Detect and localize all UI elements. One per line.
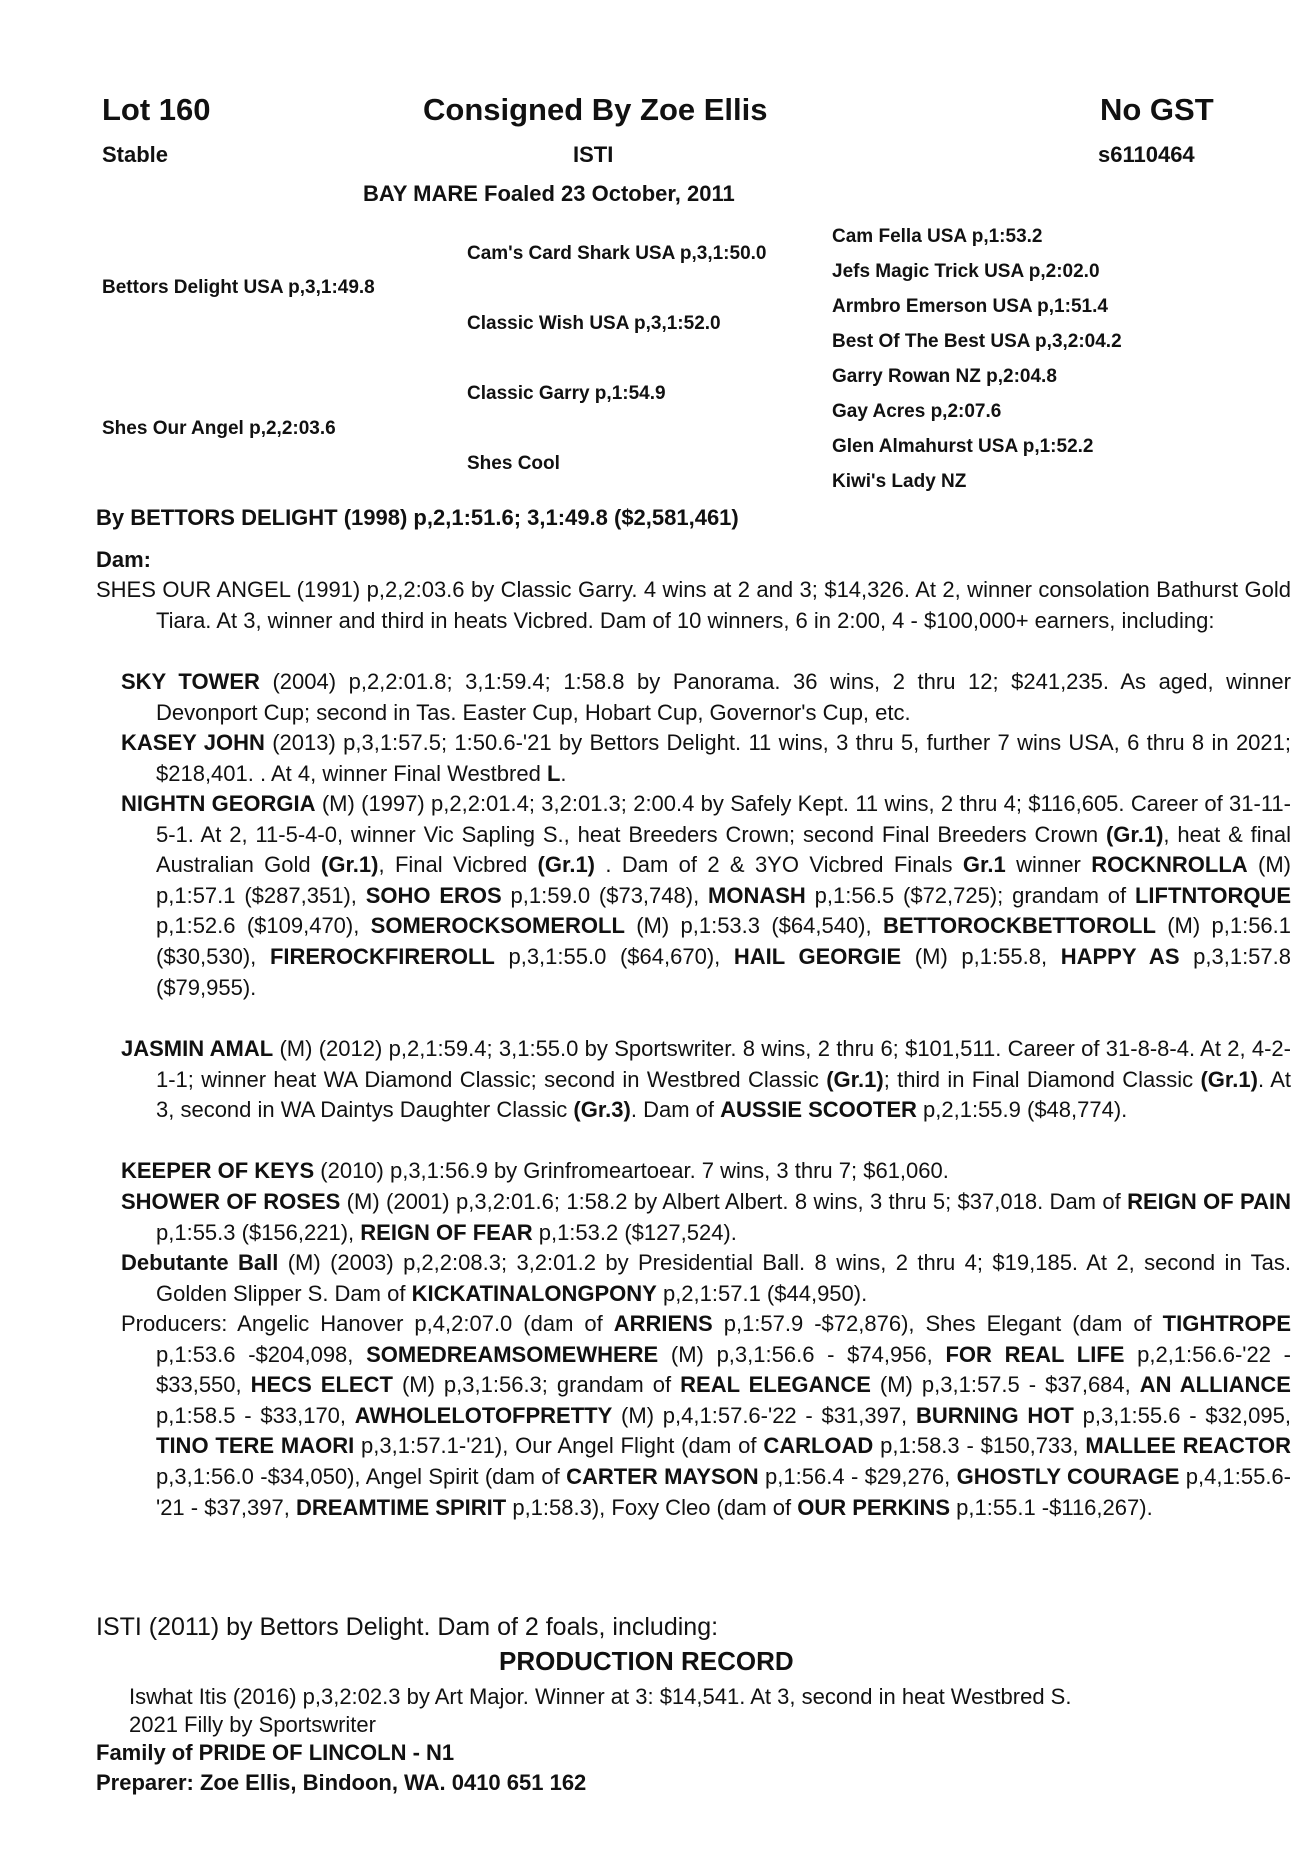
- progeny-text: (2010) p,3,1:56.9 by Grinfromeartoear. 7 wins, 3 thru 7; $61,060.: [314, 1158, 949, 1183]
- progeny-text: Producers: Angelic Hanover p,4,2:07.0 (dam of: [121, 1311, 614, 1336]
- progeny-entry: [96, 1187, 1291, 1248]
- progeny-name: JASMIN AMAL: [121, 1036, 274, 1061]
- descendant-name: GHOSTLY COURAGE: [956, 1463, 1180, 1489]
- progeny-name: NIGHTN GEORGIA: [121, 791, 316, 816]
- descendant-name: SOMEROCKSOMEROLL: [370, 913, 625, 939]
- progeny-text: p,1:56.5 ($72,725); grandam of: [805, 882, 1135, 908]
- descendant-name: REAL ELEGANCE: [680, 1372, 871, 1398]
- isti-summary: ISTI (2011) by Bettors Delight. Dam of 2 foals, including:: [96, 1613, 719, 1641]
- progeny-entry: [96, 1034, 1291, 1126]
- descendant-name: SOMEDREAMSOMEWHERE: [366, 1341, 659, 1367]
- progeny-text: p,3,1:57.1-'21), Our Angel Flight (dam of: [354, 1433, 764, 1459]
- pedigree-gen2-item: Classic Wish USA p,3,1:52.0: [467, 313, 721, 334]
- descendant-name: ROCKNROLLA: [1091, 852, 1248, 878]
- sire-line: By BETTORS DELIGHT (1998) p,2,1:51.6; 3,1:49.8 ($2,581,461): [96, 505, 739, 530]
- pedigree-gen3-item: Glen Almahurst USA p,1:52.2: [832, 436, 1094, 457]
- descendant-name: AWHOLELOTOFPRETTY: [354, 1402, 613, 1428]
- descendant-name: TINO TERE MAORI: [156, 1433, 355, 1459]
- progeny-text: p,1:57.9 -$72,876), Shes Elegant (dam of: [712, 1311, 1163, 1336]
- descendant-name: HECS ELECT: [250, 1372, 393, 1398]
- descendant-name: HAPPY AS: [1060, 943, 1180, 969]
- descendant-name: REIGN OF PAIN: [1127, 1189, 1291, 1214]
- progeny-entry: [96, 728, 1291, 789]
- progeny-text: p,1:52.6 ($109,470),: [156, 913, 371, 939]
- progeny-text: p,3,1:56.0 -$34,050), Angel Spirit (dam of: [156, 1463, 567, 1489]
- descendant-name: BETTOROCKBETTOROLL: [882, 913, 1156, 939]
- progeny-text: p,4,1:55.6-'21 - $37,397,: [156, 1463, 1291, 1520]
- progeny-text: p,3,1:57.8 ($79,955).: [156, 943, 1292, 1000]
- pedigree-sire: Bettors Delight USA p,3,1:49.8: [102, 277, 375, 298]
- pedigree-gen2-item: Classic Garry p,1:54.9: [467, 383, 666, 404]
- pedigree-gen3-item: Armbro Emerson USA p,1:51.4: [832, 296, 1108, 317]
- descendant-name: BURNING HOT: [915, 1402, 1074, 1428]
- descendant-name: SOHO EROS: [365, 882, 502, 908]
- descendant-name: FOR REAL LIFE: [945, 1341, 1125, 1367]
- progeny-text: . Dam of 2 & 3YO Vicbred Finals: [595, 852, 963, 878]
- family-line: Family of PRIDE OF LINCOLN - N1: [96, 1740, 455, 1765]
- descendant-name: MONASH: [708, 882, 806, 908]
- progeny-entry: [96, 1156, 1291, 1187]
- progeny-entry: [96, 667, 1291, 728]
- descendant-name: OUR PERKINS: [797, 1494, 951, 1520]
- pedigree-gen3-item: Gay Acres p,2:07.6: [832, 401, 1002, 422]
- progeny-text: p,1:53.6 -$204,098,: [156, 1341, 367, 1367]
- progeny-name: KASEY JOHN: [121, 730, 265, 755]
- descendant-name: AUSSIE SCOOTER: [720, 1097, 917, 1123]
- progeny-text: p,3,1:55.0 ($64,670),: [494, 943, 734, 969]
- dam-label: Dam:: [96, 547, 152, 572]
- preparer-line: Preparer: Zoe Ellis, Bindoon, WA. 0410 651 162: [96, 1770, 587, 1795]
- progeny-name: Debutante Ball: [121, 1250, 279, 1275]
- progeny-text: . Dam of: [630, 1097, 721, 1123]
- horse-name: ISTI: [573, 142, 614, 167]
- progeny-text: (M) p,4,1:57.6-'22 - $31,397,: [612, 1402, 916, 1428]
- gst-status: No GST: [1100, 92, 1214, 127]
- pedigree-dam: Shes Our Angel p,2,2:03.6: [102, 418, 336, 439]
- progeny-text: p,2,1:55.9 ($48,774).: [916, 1097, 1128, 1123]
- pedigree-gen3-item: Jefs Magic Trick USA p,2:02.0: [832, 261, 1100, 282]
- progeny-text: (M) p,1:53.3 ($64,540),: [624, 913, 883, 939]
- progeny-text: p,1:55.3 ($156,221),: [156, 1219, 361, 1245]
- group-badge: (Gr.1): [321, 852, 379, 878]
- progeny-text: p,2,1:56.6-'22 - $33,550,: [156, 1341, 1291, 1398]
- descendant-name: KICKATINALONGPONY: [411, 1280, 657, 1306]
- group-badge: (Gr.1): [1105, 821, 1164, 847]
- progeny-text: p,1:58.3 - $150,733,: [873, 1433, 1086, 1459]
- progeny-text: (M) p,3,1:56.3; grandam of: [392, 1372, 681, 1398]
- progeny-name: SKY TOWER: [121, 669, 260, 694]
- progeny-text: p,1:53.2 ($127,524).: [532, 1219, 737, 1245]
- progeny-text: p,3,1:55.6 - $32,095,: [1073, 1402, 1291, 1428]
- group-badge: (Gr.3): [573, 1097, 631, 1123]
- progeny-text: (M) p,1:57.1 ($287,351),: [156, 852, 1292, 908]
- pedigree-gen2-item: Shes Cool: [467, 453, 560, 474]
- stable-label: Stable: [102, 142, 169, 167]
- progeny-text: (M) (2001) p,3,2:01.6; 1:58.2 by Albert Albert. 8 wins, 3 thru 5; $37,018. Dam of: [340, 1189, 1128, 1214]
- progeny-text: .: [560, 760, 567, 786]
- descendant-name: LIFTNTORQUE: [1134, 882, 1292, 908]
- group-badge: (Gr.1): [537, 852, 596, 878]
- progeny-text: , Final Vicbred: [378, 852, 538, 878]
- descendant-name: TIGHTROPE: [1162, 1311, 1291, 1336]
- progeny-name: SHOWER OF ROSES: [121, 1189, 341, 1214]
- progeny-text: p,1:55.1 -$116,267).: [950, 1494, 1153, 1520]
- descendant-name: CARLOAD: [763, 1433, 874, 1459]
- progeny-entry: [96, 789, 1291, 1003]
- progeny-text: ; third in Final Diamond Classic: [883, 1066, 1201, 1092]
- progeny-entry: [96, 1248, 1291, 1309]
- progeny-name: KEEPER OF KEYS: [121, 1158, 315, 1183]
- descendant-name: AN ALLIANCE: [1139, 1372, 1291, 1398]
- production-item: 2021 Filly by Sportswriter: [129, 1712, 376, 1737]
- horse-description: BAY MARE Foaled 23 October, 2011: [363, 181, 735, 206]
- progeny-text: p,1:59.0 ($73,748),: [501, 882, 709, 908]
- dam-paragraph: SHES OUR ANGEL (1991) p,2,2:03.6 by Classic Garry. 4 wins at 2 and 3; $14,326. At 2, winner consolation Bathurst Gold Tiara. At 3, winner and third in heats Vicbred. Dam of 10 winners, 6 in 2:00, 4 - $100,000+ earners, including:: [96, 577, 1291, 633]
- group-badge: (Gr.1): [1200, 1066, 1258, 1092]
- progeny-text: (M) (1997) p,2,2:01.4; 3,2:01.3; 2:00.4 by Safely Kept. 11 wins, 2 thru 4; $116,605. Career of 31-11-5-1. At 2, 11-5-4-0, winner Vic Sapling S., heat Breeders Crown; second Final Breeders Crown: [156, 791, 1291, 847]
- pedigree-gen2-item: Cam's Card Shark USA p,3,1:50.0: [467, 243, 767, 264]
- progeny-text: (M) (2012) p,2,1:59.4; 3,1:55.0 by Sportswriter. 8 wins, 2 thru 6; $101,511. Career of 31-8-8-4. At 2, 4-2-1-1; winner heat WA Diamond Classic; second in Westbred Classic: [156, 1036, 1291, 1092]
- pedigree-gen3-item: Garry Rowan NZ p,2:04.8: [832, 366, 1057, 387]
- progeny-text: (2004) p,2,2:01.8; 3,1:59.4; 1:58.8 by Panorama. 36 wins, 2 thru 12; $241,235. As aged, winner Devonport Cup; second in Tas. Easter Cup, Hobart Cup, Governor's Cup, etc.: [156, 669, 1291, 725]
- descendant-name: HAIL GEORGIE: [733, 943, 902, 969]
- progeny-text: . At 3, second in WA Daintys Daughter Classic: [156, 1066, 1291, 1123]
- progeny-text: p,1:58.3), Foxy Cleo (dam of: [506, 1494, 798, 1520]
- progeny-text: (M) p,3,1:56.6 - $74,956,: [658, 1341, 946, 1367]
- progeny-text: (M) p,1:55.8,: [901, 943, 1061, 969]
- progeny-text: p,1:58.5 - $33,170,: [156, 1402, 355, 1428]
- pedigree-gen3-item: Kiwi's Lady NZ: [832, 471, 967, 492]
- group-badge: Gr.1: [962, 852, 1006, 878]
- progeny-text: (2013) p,3,1:57.5; 1:50.6-'21 by Bettors Delight. 11 wins, 3 thru 5, further 7 wins USA, 6 thru 8 in 2021; $218,401. . At 4, winner Final Westbred: [156, 730, 1291, 786]
- lot-code: s6110464: [1098, 142, 1195, 167]
- progeny-text: p,1:56.4 - $29,276,: [758, 1463, 957, 1489]
- listed-race-badge: L: [546, 760, 561, 786]
- progeny-text: (M) p,3,1:57.5 - $37,684,: [870, 1372, 1140, 1398]
- production-item: Iswhat Itis (2016) p,3,2:02.3 by Art Major. Winner at 3: $14,541. At 3, second in heat Westbred S.: [129, 1684, 1072, 1709]
- descendant-name: ARRIENS: [613, 1311, 713, 1336]
- descendant-name: DREAMTIME SPIRIT: [295, 1494, 507, 1520]
- descendant-name: MALLEE REACTOR: [1085, 1433, 1291, 1459]
- progeny-text: , heat & final Australian Gold: [156, 821, 1291, 878]
- progeny-text: p,2,1:57.1 ($44,950).: [656, 1280, 868, 1306]
- pedigree-gen3-item: Cam Fella USA p,1:53.2: [832, 226, 1043, 247]
- descendant-name: REIGN OF FEAR: [360, 1219, 533, 1245]
- consigned-by: Consigned By Zoe Ellis: [423, 92, 768, 127]
- producers-entry: [96, 1309, 1291, 1523]
- pedigree-gen3-item: Best Of The Best USA p,3,2:04.2: [832, 331, 1122, 352]
- descendant-name: FIREROCKFIREROLL: [269, 943, 495, 969]
- lot-number: Lot 160: [102, 92, 211, 127]
- progeny-text: winner: [1005, 852, 1092, 878]
- progeny-text: (M) (2003) p,2,2:08.3; 3,2:01.2 by Presidential Ball. 8 wins, 2 thru 4; $19,185. At 2, second in Tas. Golden Slipper S. Dam of: [156, 1250, 1291, 1306]
- descendant-name: CARTER MAYSON: [566, 1463, 759, 1489]
- group-badge: (Gr.1): [826, 1066, 884, 1092]
- progeny-text: (M) p,1:56.1 ($30,530),: [156, 913, 1292, 969]
- production-record-title: PRODUCTION RECORD: [499, 1646, 794, 1676]
